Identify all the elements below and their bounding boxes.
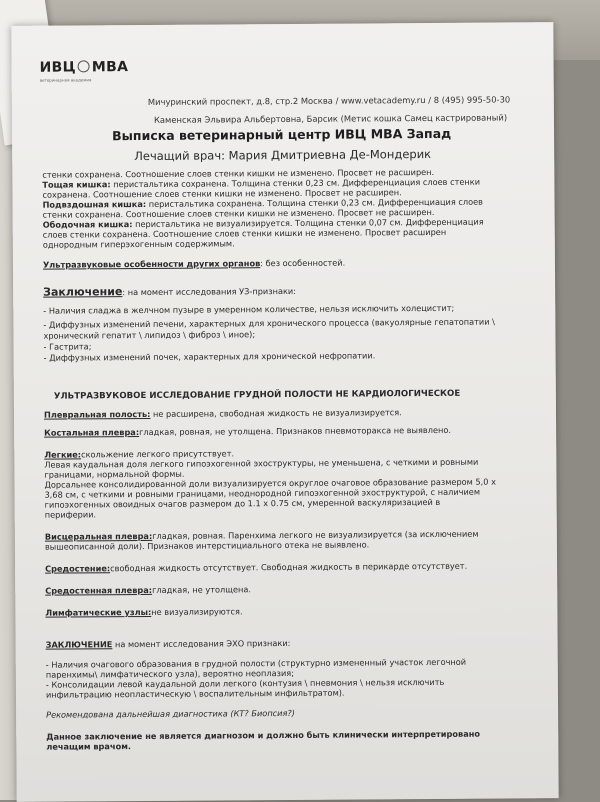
conclusion-1-intro: : на момент исследования УЗ-признаки: <box>122 285 297 298</box>
conclusion-2-heading <box>46 638 291 650</box>
document-title: Выписка ветеринарный центр ИВЦ МВА Запад <box>112 125 452 144</box>
mediastinum-label: Средостение: <box>45 563 111 574</box>
pleural-cavity-label: Плевральная полость: <box>43 408 151 420</box>
conclusion-1-item: - Диффузных изменений почек, характерных для хронической нефропатии. <box>43 350 376 363</box>
conclusion-2-intro: на момент исследования ЭХО признаки: <box>112 637 291 650</box>
conclusion-1-heading <box>43 286 296 298</box>
costal-pleura-text: гладкая, ровная, не утолщена. Признаков пневмоторакса не выявлено. <box>139 424 452 438</box>
lungs-description: Левая каудальная доля легкого гипоэхогенной эхоструктуры, не уменьшена, с четкими и ровными <box>44 456 479 470</box>
clinic-address: Мичуринский проспект, д.8, стр.2 Москва / www.vetacademy.ru / 8 (495) 995-50-30 <box>147 94 511 107</box>
abdomen-line-7: слоев стенки сохранена. Соотношение слоев стенки кишки не изменено. Просвет расширен <box>42 226 447 240</box>
visceral-pleura-text: гладкая, ровная. Паренхима легкого не визуализируется (за исключением <box>152 528 479 541</box>
logo-left-text: ИВЦ <box>39 59 76 76</box>
lungs-description: гипоэхогенных овоидных очагов размером до 1.1 х 0.75 см, умеренной васкуляризацией в <box>44 496 441 510</box>
abdomen-line-1: стенки сохранена. Соотношение слоев стенки кишки не изменено. Просвет не расширен. <box>42 166 435 180</box>
thorax-heading: УЛЬТРАЗВУКОВОЕ ИССЛЕДОВАНИЕ ГРУДНОЙ ПОЛОСТИ НЕ КАРДИОЛОГИЧЕСКОЕ <box>53 388 461 402</box>
ileum-label: Подвздошная кишка: <box>42 198 147 210</box>
abdomen-line-3: сохранена. Соотношение слоев стенки кишки не изменено. Просвет не расширен. <box>42 187 402 200</box>
logo-subtitle: ветеринарная академия <box>39 77 92 83</box>
recommendation: Рекомендована дальнейшая диагностика (КТ? Биопсия?) <box>46 707 295 720</box>
patient-info: Каменская Эльвира Альбертовна, Барсик (Метис кошка Самец кастрированый) <box>153 112 508 125</box>
mediastinal-pleura-label: Средостенная плевра: <box>45 584 153 596</box>
disclaimer: Данное заключение не является диагнозом и должно быть клинически интерпретировано <box>46 728 481 742</box>
mediastinal-pleura-text: гладкая, не утолщена. <box>152 584 251 595</box>
conclusion-2-item: инфильтрацию неопластическую \ воспалительным инфильтратом). <box>45 687 345 700</box>
lymph-nodes-line <box>45 606 242 617</box>
lymph-nodes-text: не визуализируются. <box>151 606 243 617</box>
jejunum-text: перистальтика сохранена. Толщина стенки 0,23 см. Дифференциация слоев стенки <box>110 176 481 190</box>
visceral-pleura-label: Висцеральная плевра: <box>44 530 153 542</box>
costal-pleura-line <box>44 425 451 438</box>
mediastinal-pleura-line <box>45 584 251 595</box>
conclusion-2-item: паренхимы\ лимфатического узла), вероятно неоплазия; <box>45 667 295 680</box>
document-page <box>11 22 558 802</box>
lungs-description: Дорсальнее консолидированной доли визуализируется округлое очаговое образование размером 5,0 х <box>44 476 496 490</box>
conclusion-2-item: - Консолидации левой каудальной доли легкого (контузия \ пневмония \ нельзя исключить <box>45 676 445 690</box>
logo-emblem-icon <box>78 60 90 72</box>
other-organs-label: Ультразвуковые особенности других органов <box>42 258 261 270</box>
lungs-text: скольжение легкого присутствует. <box>81 448 235 460</box>
conclusion-1-item: хронический гепатит \ липидоз \ фиброз \ иное); <box>43 329 256 341</box>
colon-label: Ободочная кишка: <box>42 219 133 230</box>
mediastinum-text: свободная жидкость отсутствует. Свободная жидкость в перикарде отсутствует. <box>110 560 468 574</box>
lungs-description: 3,68 см, с четкими и ровными границами, неоднородной гипоэхогенной эхоструктурой, с наличием <box>44 486 481 500</box>
costal-pleura-label: Костальная плевра: <box>44 427 140 438</box>
jejunum-label: Тощая кишка: <box>42 179 111 190</box>
conclusion-1-label: Заключение <box>43 285 123 299</box>
visceral-pleura-line-2: вышеописанной доли). Признаков интерстициального отека не выявлено. <box>44 539 370 552</box>
clinic-logo <box>40 59 129 76</box>
colon-text: перистальтика не визуализируется. Толщина стенки 0,07 см. Дифференциация <box>132 216 484 230</box>
conclusion-2-item: - Наличия очагового образования в грудной полости (структурно измененный участок легочной <box>45 656 467 670</box>
lungs-description: периферии. <box>44 509 97 520</box>
lungs-description: границами, нормальной формы. <box>44 468 185 480</box>
disclaimer-line-2: лечащим врачом. <box>46 741 132 752</box>
lungs-label: Легкие: <box>44 449 82 460</box>
ileum-text: перистальтика сохранена. Толщина стенки 0,23 см. Дифференциация слоев <box>146 196 484 209</box>
conclusion-1-item: - Гастрита; <box>43 341 92 352</box>
conclusion-2-label: ЗАКЛЮЧЕНИЕ <box>45 639 113 650</box>
other-organs-line <box>43 258 345 270</box>
attending-doctor: Лечащий врач: Мария Дмитриевна Де-Мондерик <box>134 146 432 164</box>
other-organs-text: : без особенностей. <box>260 257 346 269</box>
abdomen-line-5: стенки сохранена. Соотношение слоев стенки кишки не изменено. Просвет не расширен. <box>42 206 435 220</box>
lymph-nodes-label: Лимфатические узлы: <box>45 606 152 618</box>
mediastinum-line <box>45 561 467 574</box>
logo-right-text: МВА <box>91 59 129 76</box>
pleural-cavity-text: не расширена, свободная жидкость не визуализируется. <box>150 407 402 419</box>
conclusion-1-item: - Диффузных изменений печени, характерных для хронического процесса (вакуолярные гепатопатии \ <box>43 316 495 330</box>
conclusion-1-item: - Наличия сладжа в желчном пузыре в умеренном количестве, нельзя исключить холецистит; <box>43 302 455 316</box>
pleural-cavity-line <box>44 407 402 419</box>
abdomen-line-8: однородным гиперэхогенным содержимым. <box>42 238 235 250</box>
